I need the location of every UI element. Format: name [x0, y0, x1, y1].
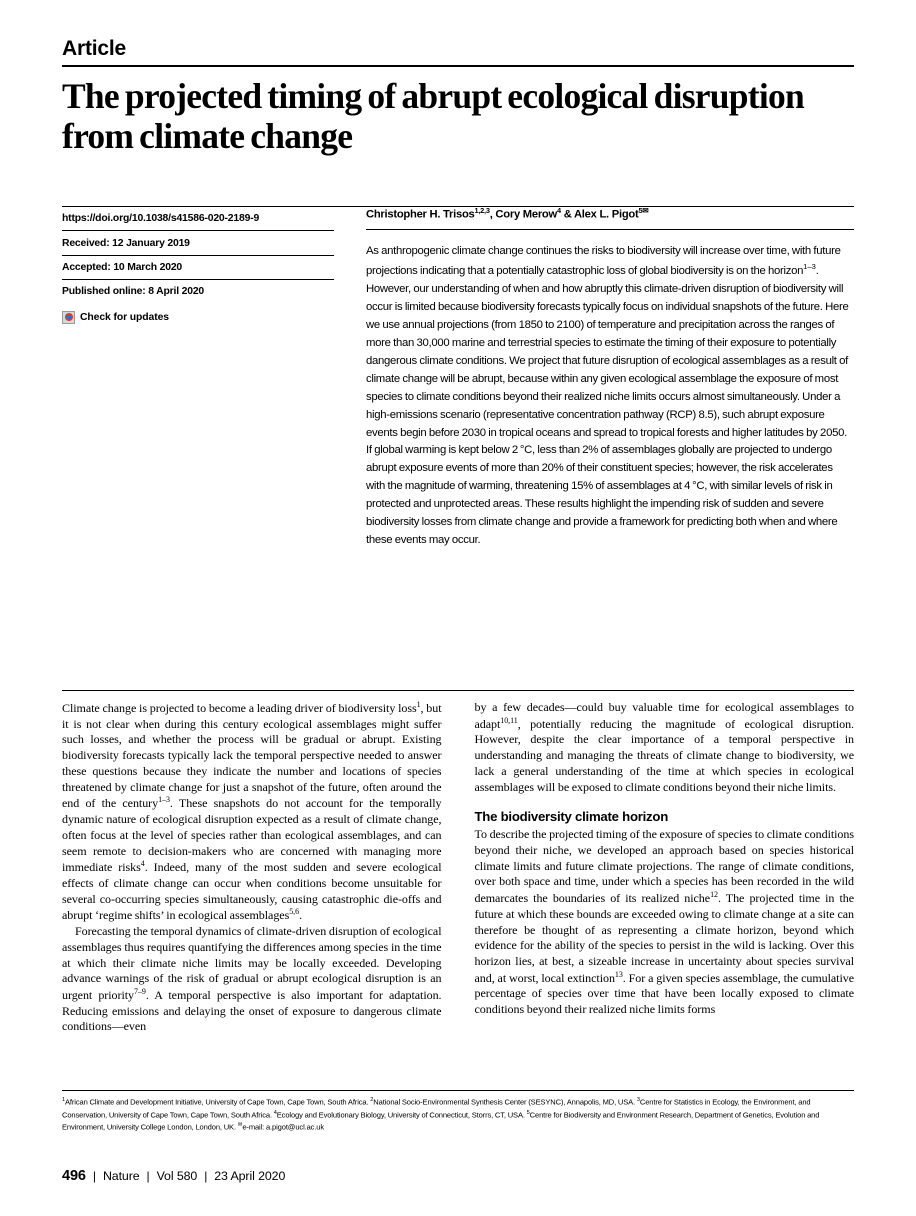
page-footer — [62, 1168, 285, 1184]
paragraph: Forecasting the temporal dynamics of climate-driven disruption of ecological assemblages thus requires quantifying the differences among species in the time at which their climate niche limits may be locally exceeded. Developing advance warnings of the risk of gradual or abrupt ecological disruption is an urgent priority$^{7-9}$. A temporal perspective is also important for adaptation. Reducing emissions and delaying the onset of exposure to dangerous climate conditions—even — [62, 924, 442, 1034]
check-for-updates-label: Check for updates — [80, 311, 169, 323]
page-title: The projected timing of abrupt ecological disruption from climate change — [62, 76, 804, 157]
accepted-date: Accepted: 10 March 2020 — [62, 256, 334, 280]
metadata-column — [62, 207, 334, 324]
footer-separator: | — [146, 1169, 150, 1183]
metadata-abstract-band — [62, 206, 854, 550]
check-for-updates-button[interactable] — [62, 304, 334, 324]
section-heading: The biodiversity climate horizon — [474, 809, 669, 825]
masthead-rule — [62, 65, 854, 67]
abstract-column — [334, 207, 854, 550]
footer-separator: | — [204, 1169, 208, 1183]
masthead — [62, 38, 854, 180]
received-date: Received: 12 January 2019 — [62, 231, 334, 255]
body-column-right — [475, 700, 855, 1035]
published-date: Published online: 8 April 2020 — [62, 286, 205, 298]
footer-page-number: 496 — [62, 1168, 86, 1184]
affiliations-section — [62, 1090, 854, 1134]
body-column-left — [62, 700, 442, 1035]
paragraph: To describe the projected timing of the exposure of species to climate conditions beyond their niche, we developed an approach based on species historical climate limits and future climate projections. The range of climate conditions, over both space and time, under which a species has been recorded in the wild demarcates the boundaries of its realized niche$^{12}$. The projected time in the future at which these bounds are exceeded owing to climate change at a site can therefore be thought of as representing a climate horizon, beyond which evidence for the ability of the species to persist in the wild is lacking. Over this horizon lies, at best, a sizeable increase in uncertainty about species survival and, at worst, local extinction$^{13}$. For a given species assemblage, the cumulative percentage of species over time that have been locally exposed to climate conditions beyond their realized niche limits forms — [474, 827, 855, 1017]
footer-volume: Vol 580 — [156, 1169, 198, 1183]
footer-date: 23 April 2020 — [214, 1169, 286, 1183]
body-section — [62, 690, 854, 1035]
doi-link[interactable]: https://doi.org/10.1038/s41586-020-2189-9 — [62, 207, 334, 231]
abstract-text: As anthropogenic climate change continues the risks to biodiversity will increase over time, with future projections indicating that a potentially catastrophic loss of global biodiversity is on the horizon$^{1-3}$. However, our understanding of when and how abruptly this climate-driven disruption of biodiversity will occur is limited because biodiversity forecasts typically focus on individual snapshots of the future. Here we use annual projections (from 1850 to 2100) of temperature and precipitation across the ranges of more than 30,000 marine and terrestrial species to estimate the timing of their exposure to potentially dangerous climate conditions. We project that future disruption of ecological assemblages as a result of climate change will be abrupt, because within any given ecological assemblage the exposure of most species to climate conditions beyond their realized niche limits occurs almost simultaneously. Under a high-emissions scenario (representative concentration pathway (RCP) 8.5), such abrupt exposure events begin before 2030 in tropical oceans and spread to tropical forests and higher latitudes by 2050. If global warming is kept below 2 °C, less than 2% of assemblages globally are projected to undergo abrupt exposure events of more than 20% of their constituent species; however, the risk accelerates with the magnitude of warming, threatening 15% of assemblages at 4 °C, with similar levels of risk in protected and unprotected areas. These results highlight the impending risk of sudden and severe biodiversity losses from climate change and provide a framework for predicting both when and where these events may occur. — [366, 245, 849, 547]
affiliations-text: $^1$African Climate and Development Initiative, University of Cape Town, Cape Town, South Africa. $^2$National Socio-Environmental Synthesis Center (SESYNC), Annapolis, MD, USA. $^3$Centre for Statistics in Ecology, the Environment, and Conservation, University of Cape Town, Cape Town, South Africa. $^4$Ecology and Evolutionary Biology, University of Connecticut, Storrs, CT, USA. $^5$Centre for Biodiversity and Environment Research, Department of Genetics, Evolution and Environment, University College London, London, UK. ✉e-mail: a.pigot@ucl.ac.uk — [62, 1097, 820, 1132]
crossmark-icon — [62, 311, 75, 324]
footer-journal: Nature — [102, 1169, 140, 1183]
article-kicker: Article — [62, 37, 126, 60]
paragraph: by a few decades—could buy valuable time for ecological assemblages to adapt$^{10,11}$, potentially reducing the magnitude of ecological disruption. However, despite the clear importance of a temporal perspective in understanding and managing the threats of climate change to biodiversity, we lack a general understanding of the time at which species in ecological assemblages will be exposed to climate conditions beyond their niche limits. — [474, 700, 854, 794]
paragraph: Climate change is projected to become a leading driver of biodiversity loss$^1$, but it is not clear when during this century ecological assemblages might suffer such losses, and whether the process will be gradual or abrupt. Existing biodiversity forecasts typically lack the temporal perspective needed to answer these questions because they indicate the number and locations of species threatened by climate change for just a snapshot of the future, often around the end of the century$^{1-3}$. These snapshots do not account for the temporally dynamic nature of ecological disruption expected as a result of climate change, often focus at the level of species rather than ecological assemblages, and can seem remote to decision-makers who are concerned with managing more immediate risks$^4$. Indeed, many of the most sudden and severe ecological effects of climate change can occur when conditions become unsuitable for several co-occurring species simultaneously, causing catastrophic die-offs and abrupt ‘regime shifts’ in ecological assemblages$^{5,6}$. — [62, 700, 442, 923]
author-list: Christopher H. Trisos$^{1,2,3}$, Cory Merow$^4$ & Alex L. Pigot$^{5✉}$ — [366, 206, 649, 221]
footer-separator: | — [92, 1169, 96, 1183]
